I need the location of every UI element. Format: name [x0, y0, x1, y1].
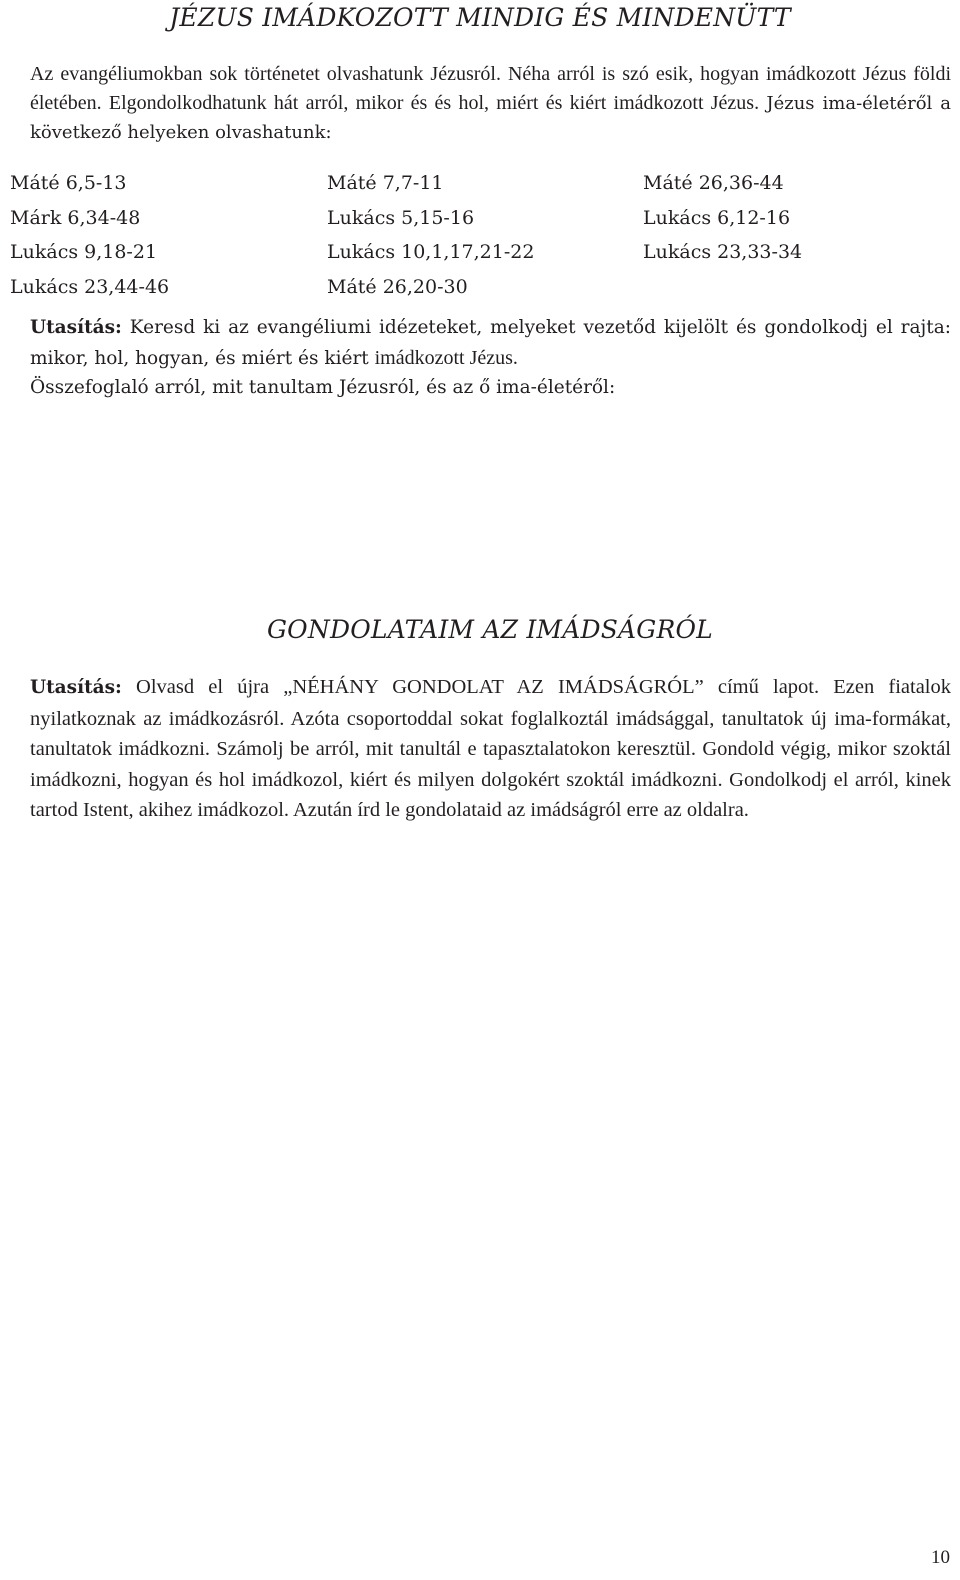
reference-row — [10, 201, 950, 236]
section-title-jesus-prayed: JÉZUS IMÁDKOZOTT MINDIG ÉS MINDENÜTT — [169, 3, 791, 32]
intro-paragraph — [30, 60, 951, 147]
reference-item: Máté 6,5-13 — [10, 172, 127, 194]
reference-item: Lukács 23,33-34 — [643, 241, 803, 263]
intro-text: Az evangéliumokban sok történetet olvashatunk Jézusról. Néha arról is szó esik, hogyan imádkozott Jézus földi életében. Elgondolkodhatunk hát arról, mikor és és hol, miért és kiért imádkozott Jézus. — [30, 63, 951, 114]
section-title-thoughts-on-prayer: GONDOLATAIM AZ IMÁDSÁGRÓL — [267, 615, 713, 644]
reference-item: Lukács 10,1,17,21-22 — [327, 241, 535, 263]
reference-item: Máté 26,36-44 — [643, 172, 784, 194]
reference-item: Márk 6,34-48 — [10, 206, 141, 229]
reference-item: Lukács 23,44-46 — [10, 275, 170, 298]
instruction-text: Olvasd el újra „NÉHÁNY GONDOLAT AZ IMÁDSÁGRÓL” című lapot. Ezen fiatalok nyilatkoznak az imádkozásról. Azóta csoportoddal sokat foglalkoztál imádsággal, tanultatok új ima-formákat, tanultatok imádkozni. Számolj be arról, mit tanultál e tapasztalatokon keresztül. Gondold végig, mikor szoktál imádkozni, hogyan és hol imádkozol, kiért és milyen dolgokért szoktál imádkozni. Gondolkodj el arról, kinek tartod Istent, akihez imádkozol. Azután írd le gondolataid az imádságról erre az oldalra. — [30, 676, 952, 821]
page-number: 10 — [931, 1547, 950, 1568]
reference-row — [10, 166, 950, 201]
reference-item: Máté 7,7-11 — [327, 172, 444, 194]
instruction-paragraph-1 — [30, 313, 951, 374]
reference-item: Lukács 9,18-21 — [10, 241, 158, 263]
reference-item: Lukács 6,12-16 — [643, 206, 791, 229]
instruction-label: Utasítás: — [30, 677, 122, 698]
reference-row — [10, 235, 950, 270]
intro-references-lead: Jézus ima-életéről a következő helyeken olvashatunk: — [30, 93, 952, 143]
instruction-text-tail: imádkozott Jézus. — [374, 347, 518, 369]
reference-row — [10, 270, 950, 305]
instruction-paragraph-2 — [30, 672, 951, 826]
reference-item: Máté 26,20-30 — [327, 275, 468, 298]
reference-item: Lukács 5,15-16 — [327, 206, 475, 229]
scripture-references-table — [10, 166, 950, 304]
instruction-label: Utasítás: — [30, 317, 122, 338]
summary-prompt: Összefoglaló arról, mit tanultam Jézusról, és az ő ima-életéről: — [30, 377, 616, 398]
instruction-text: Keresd ki az evangéliumi idézeteket, melyeket vezetőd kijelölt és gondolkodj el rajta: mikor, hol, hogyan, és miért és kiért — [30, 317, 951, 369]
